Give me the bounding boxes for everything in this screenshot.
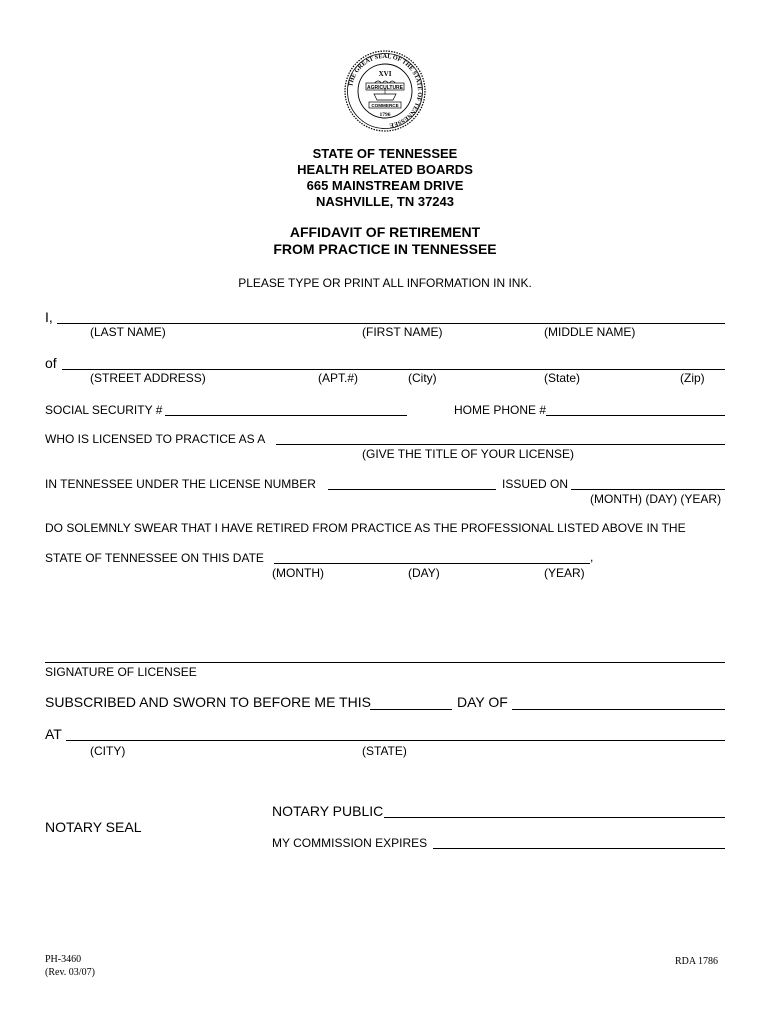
seal-agriculture-text: AGRICULTURE [366, 84, 404, 91]
address-field[interactable] [62, 369, 725, 370]
form-title-line2: FROM PRACTICE IN TENNESSEE [273, 241, 497, 257]
instructions: PLEASE TYPE OR PRINT ALL INFORMATION IN INK. [238, 276, 532, 290]
rda-number: RDA 1786 [675, 956, 719, 967]
date-year-hint: (YEAR) [544, 566, 585, 580]
commission-expires-field[interactable] [433, 848, 725, 849]
swear-statement: DO SOLEMNLY SWEAR THAT I HAVE RETIRED FROM PRACTICE AS THE PROFESSIONAL LISTED ABOVE IN THE [45, 521, 686, 535]
date-comma: , [590, 550, 594, 564]
form-revision: (Rev. 03/07) [45, 967, 95, 978]
agency-city: NASHVILLE, TN 37243 [316, 194, 454, 209]
ssn-label: SOCIAL SECURITY # [45, 403, 163, 417]
seal-ring-text: THE GREAT SEAL OF THE STATE OF TENNESSEE [347, 52, 424, 129]
home-phone-field[interactable] [546, 415, 725, 416]
zip-hint: (Zip) [680, 371, 705, 385]
notary-public-label: NOTARY PUBLIC [272, 803, 384, 819]
license-number-label: IN TENNESSEE UNDER THE LICENSE NUMBER [45, 477, 316, 491]
issued-on-hint: (MONTH) (DAY) (YEAR) [590, 492, 722, 506]
license-title-field[interactable] [276, 444, 725, 445]
issued-on-label: ISSUED ON [502, 477, 569, 491]
tennessee-state-seal [344, 50, 426, 132]
agency-street: 665 MAINSTREAM DRIVE [306, 178, 464, 193]
form-number: PH-3460 [45, 954, 82, 965]
date-label: STATE OF TENNESSEE ON THIS DATE [45, 551, 264, 565]
license-number-field[interactable] [328, 489, 496, 490]
notary-public-field[interactable] [384, 817, 725, 818]
signature-label: SIGNATURE OF LICENSEE [45, 665, 197, 679]
middle-name-hint: (MIDDLE NAME) [544, 325, 636, 339]
city-hint: (City) [408, 371, 437, 385]
date-day-hint: (DAY) [408, 566, 440, 580]
sworn-day-field[interactable] [370, 709, 452, 710]
first-name-hint: (FIRST NAME) [362, 325, 443, 339]
notary-seal-label: NOTARY SEAL [45, 819, 142, 835]
street-hint: (STREET ADDRESS) [90, 371, 206, 385]
subscribed-label: SUBSCRIBED AND SWORN TO BEFORE ME THIS [45, 694, 371, 710]
ssn-field[interactable] [165, 415, 407, 416]
day-of-label: DAY OF [457, 694, 508, 710]
agency-boards: HEALTH RELATED BOARDS [297, 162, 473, 177]
date-month-hint: (MONTH) [272, 566, 324, 580]
address-prefix: of [45, 355, 57, 371]
sworn-month-field[interactable] [512, 709, 725, 710]
name-field[interactable] [57, 323, 725, 324]
agency-state: STATE OF TENNESSEE [312, 146, 458, 161]
seal-numeral: XVI [378, 70, 392, 78]
seal-commerce-text: COMMERCE [371, 103, 399, 108]
licensed-label: WHO IS LICENSED TO PRACTICE AS A [45, 432, 266, 446]
seal-year: 1796 [379, 112, 391, 118]
home-phone-label: HOME PHONE # [454, 403, 547, 417]
license-title-hint: (GIVE THE TITLE OF YOUR LICENSE) [362, 447, 575, 461]
name-prefix: I, [45, 309, 53, 325]
retirement-date-field[interactable] [274, 563, 590, 564]
commission-expires-label: MY COMMISSION EXPIRES [272, 836, 428, 850]
signature-field[interactable] [45, 662, 725, 663]
at-label: AT [45, 726, 62, 742]
issued-on-field[interactable] [571, 489, 725, 490]
last-name-hint: (LAST NAME) [90, 325, 166, 339]
state-hint: (State) [544, 371, 581, 385]
at-state-hint: (STATE) [362, 744, 407, 758]
sworn-location-field[interactable] [66, 740, 725, 741]
at-city-hint: (CITY) [90, 744, 126, 758]
form-title-line1: AFFIDAVIT OF RETIREMENT [289, 224, 481, 240]
apt-hint: (APT.#) [318, 371, 359, 385]
